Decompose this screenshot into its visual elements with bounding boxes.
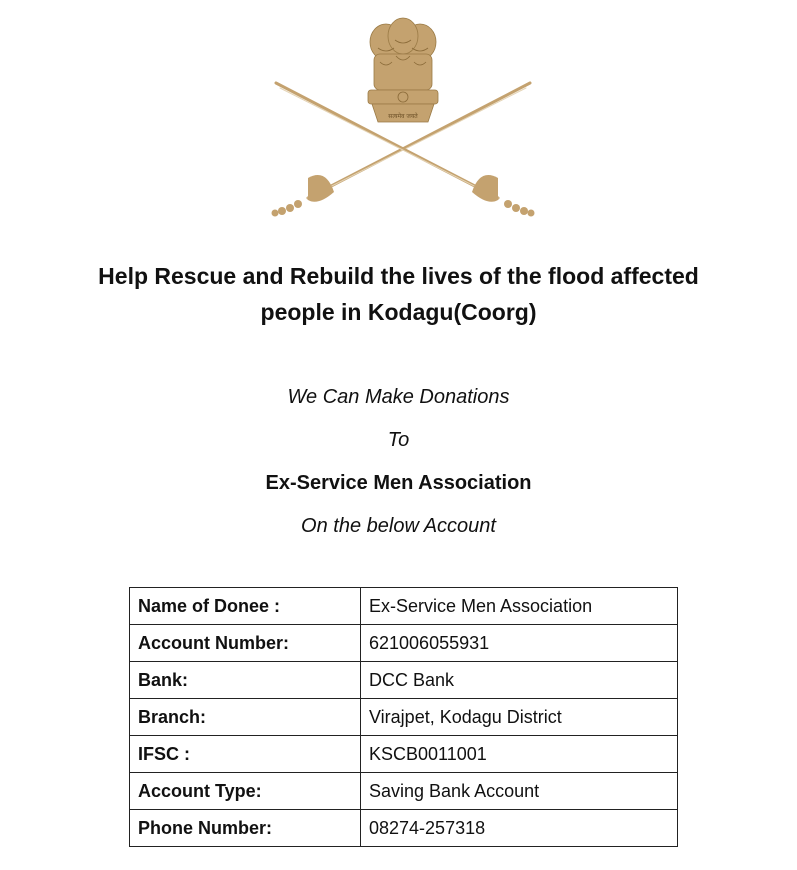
row-label-ifsc: IFSC : <box>130 736 361 773</box>
account-details-table <box>129 587 678 847</box>
table-row <box>130 773 678 810</box>
row-value-ifsc: KSCB0011001 <box>361 736 678 773</box>
table-row <box>130 736 678 773</box>
table-row <box>130 588 678 625</box>
title-line-1: Help Rescue and Rebuild the lives of the flood affected <box>98 263 699 289</box>
row-value-donee: Ex-Service Men Association <box>361 588 678 625</box>
row-label-account-type: Account Type: <box>130 773 361 810</box>
row-label-bank: Bank: <box>130 662 361 699</box>
donation-account-note: On the below Account <box>301 515 496 537</box>
army-emblem-icon <box>268 10 538 225</box>
row-value-phone: 08274-257318 <box>361 810 678 847</box>
title-line-2: people in Kodagu(Coorg) <box>260 299 537 325</box>
table-row <box>130 625 678 662</box>
row-value-account-number: 621006055931 <box>361 625 678 662</box>
page-title <box>60 258 737 330</box>
row-label-phone: Phone Number: <box>130 810 361 847</box>
donee-organization: Ex-Service Men Association <box>265 472 532 494</box>
row-value-account-type: Saving Bank Account <box>361 773 678 810</box>
row-label-account-number: Account Number: <box>130 625 361 662</box>
row-label-branch: Branch: <box>130 699 361 736</box>
table-row <box>130 699 678 736</box>
row-label-donee: Name of Donee : <box>130 588 361 625</box>
table-row <box>130 662 678 699</box>
row-value-bank: DCC Bank <box>361 662 678 699</box>
donation-intro: We Can Make Donations <box>287 386 510 408</box>
donation-to: To <box>387 429 410 451</box>
table-row <box>130 810 678 847</box>
row-value-branch: Virajpet, Kodagu District <box>361 699 678 736</box>
emblem-motto: सत्यमेव जयते <box>388 113 418 120</box>
